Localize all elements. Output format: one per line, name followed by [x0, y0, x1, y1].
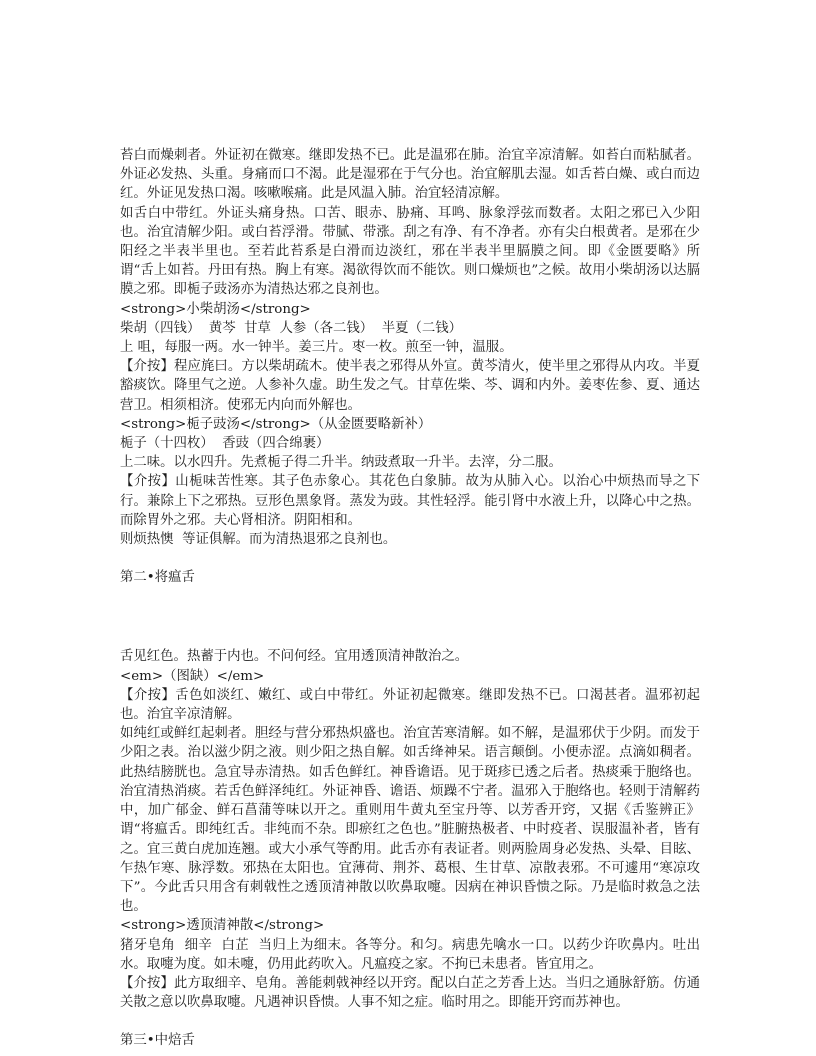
ingredients: 栀子（十四枚） 香豉（四合绵裹）: [120, 436, 330, 452]
formula-title: <strong>栀子豉汤</strong>（从金匮要略新补）: [120, 416, 432, 432]
formula-title: <strong>透顶清神散</strong>: [120, 918, 325, 934]
ingredients: 柴胡（四钱） 黄芩 甘草 人参（各二钱） 半夏（二钱）: [120, 320, 463, 336]
figure-missing-note: <em>（图缺）</em>: [120, 668, 265, 684]
paragraph: 如纯红或鲜红起刺者。胆经与营分邪热炽盛也。治宜苦寒清解。如不解，是温邪伏于少阴。而发于少阳之表。治以滋少阴之液。则少阳之热自解。如舌绛神呆。语言颠倒。小便赤涩。点滴如稠者。此热结膀胱也。急宜导赤清热。如舌色鲜红。神昏谵语。见于斑疹已透之后者。热痰乘于胞络也。治宜清热消痰。若舌色鲜泽纯红。外证神昏、谵语、烦躁不宁者。温邪入于胞络也。轻则于清解药中，加广郁金、鲜石菖蒲等味以开之。重则用牛黄丸至宝丹等、以芳香开窍，又据《舌鉴辨正》谓“将瘟舌。即纯红舌。非纯而不杂。即瘀红之色也。”脏腑热极者、中时疫者、误服温补者，皆有之。宜三黄白虎加连翘。或大小承气等酌用。此舌亦有表证者。则两脸周身必发热、头晕、目眩、乍热乍寒、脉浮数。邪热在太阳也。宜薄荷、荆芥、葛根、生甘草、凉散表邪。不可遽用“寒凉攻下”。今此舌只用含有刺戟性之透顶清神散以吹鼻取嚏。因病在神识昏愦之际。乃是临时救急之法也。: [120, 726, 700, 915]
paragraph: 苔白而燥刺者。外证初在微寒。继即发热不已。此是温邪在肺。治宜辛凉清解。如苔白而粘腻者。外证必发热、头重。身痛而口不渴。此是湿邪在于气分也。治宜解肌去湿。如舌苔白燥、或白而边红。外证见发热口渴。咳嗽喉痛。此是风温入肺。治宜轻清凉解。: [120, 148, 700, 202]
preparation: 上 咀，每服一两。水一钟半。姜三片。枣一枚。煎至一钟，温服。: [120, 340, 513, 356]
ingredients: 猪牙皂角 细辛 白芷 当归上为细末。各等分。和匀。病患先噙水一口。以药少许吹鼻内。吐出水。取嚏为度。如未嚏，仍用此药吹入。凡瘟疫之家。不拘已未患者。皆宜用之。: [120, 937, 700, 972]
section-heading: 第二•将瘟舌: [120, 570, 195, 586]
document-page: [120, 146, 700, 1051]
commentary: 【介按】程应旄曰。方以柴胡疏木。使半表之邪得从外宣。黄芩清火，使半里之邪得从内攻。半夏豁痰饮。降里气之逆。人参补久虚。助生发之气。甘草佐柴、芩、调和内外。姜枣佐参、夏、通达营卫。相须相济。使邪无内向而外解也。: [120, 359, 700, 413]
section-heading: 第三•中焙舌: [120, 1033, 195, 1049]
commentary: 【介按】山栀味苦性寒。其子色赤象心。其花色白象肺。故为从肺入心。以治心中烦热而导之下行。兼除上下之邪热。豆形色黑象肾。蒸发为豉。其性轻浮。能引肾中水液上升，以降心中之热。而除胃外之邪。夫心肾相济。阴阳相和。: [120, 474, 700, 528]
paragraph: 舌见红色。热蓄于内也。不问何经。宜用透顶清神散治之。: [120, 649, 469, 665]
commentary: 【介按】舌色如淡红、嫩红、或白中带红。外证初起微寒。继即发热不已。口渴甚者。温邪初起也。治宜辛凉清解。: [120, 687, 700, 723]
paragraph: 则烦热懊 等证俱解。而为清热退邪之良剂也。: [120, 532, 397, 548]
commentary: 【介按】此方取细辛、皂角。善能刺戟神经以开窍。配以白芷之芳香上达。当归之通脉舒筋。仿通关散之意以吹鼻取嚏。凡遇神识昏愦。人事不知之症。临时用之。即能开窍而苏神也。: [120, 975, 700, 1011]
paragraph: 如舌白中带红。外证头痛身热。口苦、眼赤、胁痛、耳鸣、脉象浮弦而数者。太阳之邪已入少阳也。治宜清解少阳。或白苔浮滑。带腻、带涨。刮之有净、有不净者。亦有尖白根黄者。是邪在少阳经之半表半里也。至若此苔系是白滑而边淡红，邪在半表半里膈膜之间。即《金匮要略》所谓“舌上如苔。丹田有热。胸上有寒。渴欲得饮而不能饮。则口燥烦也”之候。故用小柴胡汤以达膈膜之邪。即栀子豉汤亦为清热达邪之良剂也。: [120, 205, 700, 298]
formula-title: <strong>小柴胡汤</strong>: [120, 301, 311, 317]
preparation: 上二味。以水四升。先煮栀子得二升半。纳豉煮取一升半。去滓，分二服。: [120, 455, 562, 471]
